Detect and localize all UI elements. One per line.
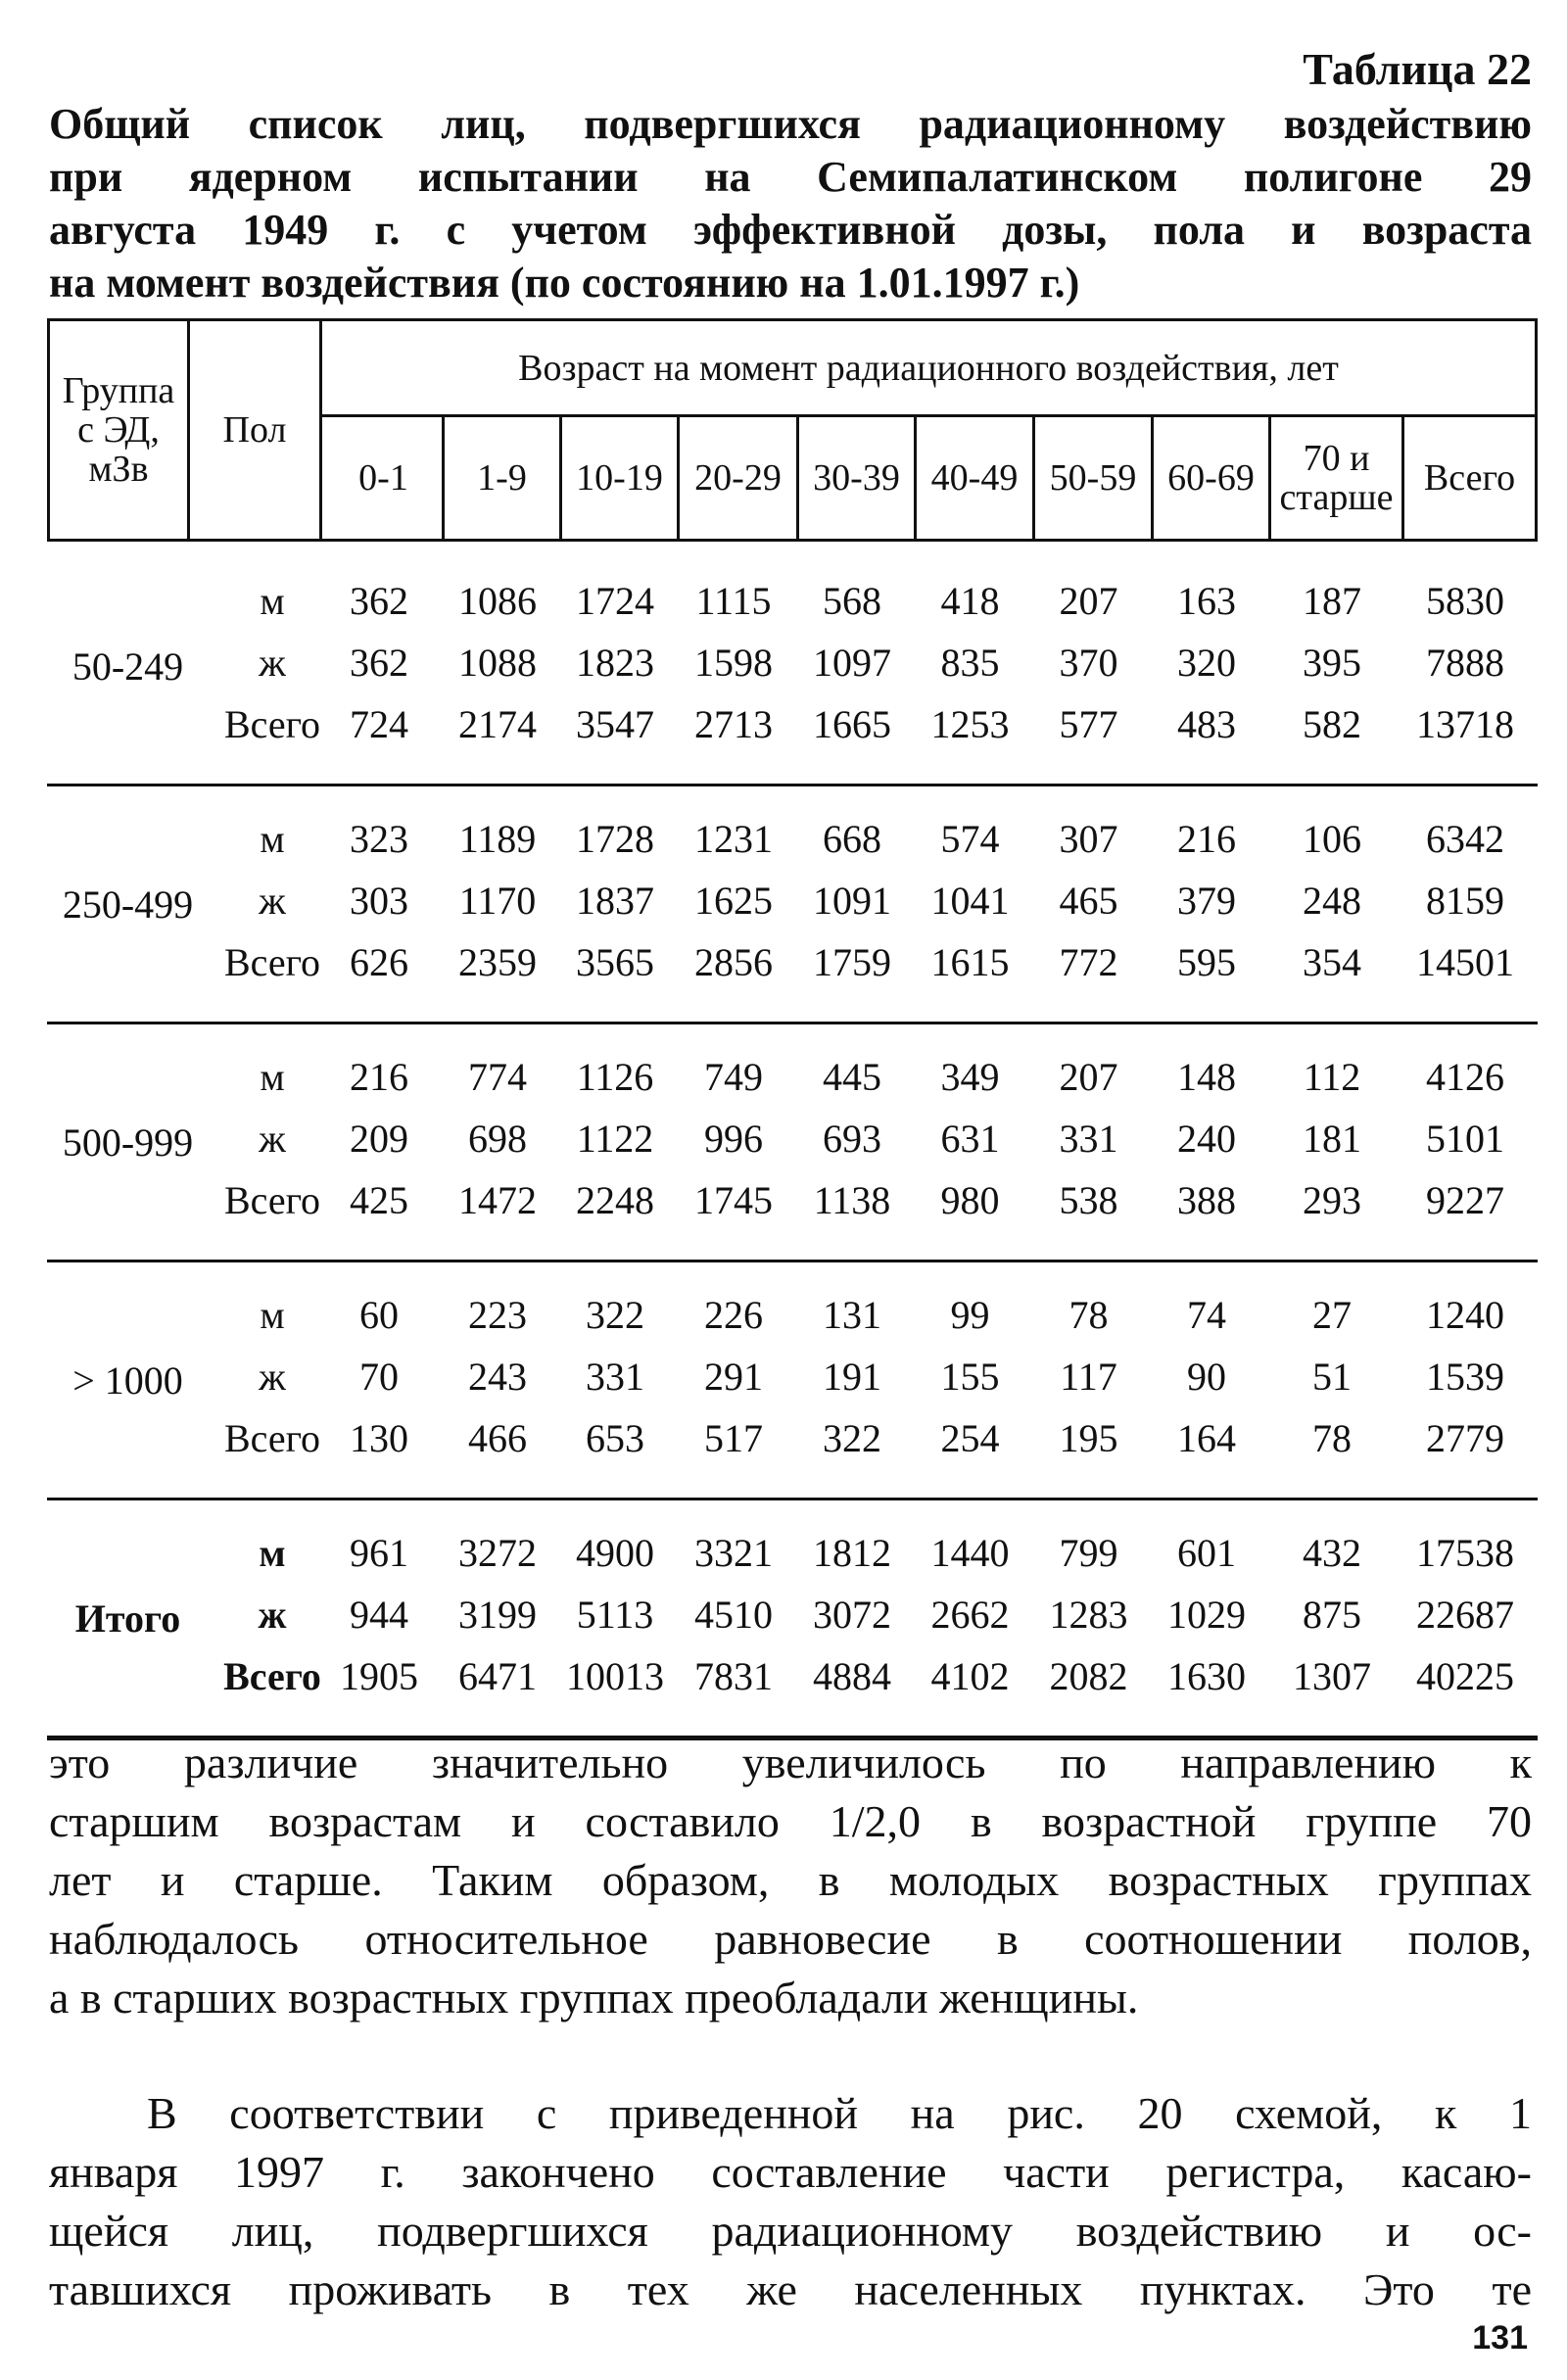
value-cell: 626 xyxy=(350,940,408,984)
paragraph-line: старшим возрастам и составило 1/2,0 в возрастной группе 70 xyxy=(49,1796,1532,1846)
value-cell: 577 xyxy=(1059,702,1118,746)
value-cell: 772 xyxy=(1059,940,1118,984)
age-column-header: 60-69 xyxy=(1167,457,1255,499)
table-group xyxy=(47,1500,1538,1740)
value-cell: 724 xyxy=(350,702,408,746)
value-cell: 112 xyxy=(1303,1055,1361,1099)
caption-line: августа 1949 г. с учетом эффективной дозы, пола и возраста xyxy=(49,206,1532,254)
value-cell: 1539 xyxy=(1426,1355,1504,1399)
value-cell: 5101 xyxy=(1426,1117,1504,1161)
value-cell: 207 xyxy=(1059,1055,1118,1099)
value-cell: 538 xyxy=(1059,1178,1118,1222)
table-caption xyxy=(49,98,1532,309)
value-cell: 216 xyxy=(350,1055,408,1099)
value-cell: 4102 xyxy=(930,1654,1010,1698)
value-cell: 164 xyxy=(1177,1416,1236,1460)
group-name: Итого xyxy=(74,1595,181,1641)
value-cell: 70 xyxy=(359,1355,399,1399)
age-header: Возраст на момент радиационного воздействия, лет xyxy=(518,347,1339,389)
value-cell: 17538 xyxy=(1416,1531,1514,1575)
value-cell: 187 xyxy=(1303,579,1361,623)
age-column-header: 10-19 xyxy=(576,457,663,499)
age-column-header: Всего xyxy=(1423,457,1516,499)
sex-cell: ж xyxy=(259,641,286,685)
value-cell: 944 xyxy=(350,1593,408,1637)
table-row xyxy=(47,1108,1538,1166)
value-cell: 2856 xyxy=(694,940,773,984)
value-cell: 362 xyxy=(350,641,408,685)
value-cell: 1630 xyxy=(1167,1654,1246,1698)
value-cell: 303 xyxy=(350,879,408,923)
value-cell: 51 xyxy=(1312,1355,1352,1399)
group-name: > 1000 xyxy=(72,1357,183,1403)
value-cell: 1041 xyxy=(930,879,1010,923)
value-cell: 226 xyxy=(704,1293,763,1337)
sex-cell: Всего xyxy=(223,1178,321,1222)
group-name: 50-249 xyxy=(71,643,184,689)
table-group xyxy=(47,1262,1538,1500)
value-cell: 216 xyxy=(1177,817,1236,861)
table-row xyxy=(47,693,1538,752)
value-cell: 574 xyxy=(940,817,1000,861)
value-cell: 1189 xyxy=(458,817,537,861)
value-cell: 1812 xyxy=(813,1531,891,1575)
value-cell: 961 xyxy=(350,1531,408,1575)
value-cell: 323 xyxy=(350,817,408,861)
table-row xyxy=(47,808,1538,867)
caption-line: Общий список лиц, подвергшихся радиационному воздействию xyxy=(49,100,1532,148)
value-cell: 3547 xyxy=(576,702,654,746)
table-group xyxy=(47,786,1538,1024)
value-cell: 4510 xyxy=(694,1593,773,1637)
sex-cell: ж xyxy=(259,1117,286,1161)
value-cell: 1598 xyxy=(694,641,773,685)
sex-cell: м xyxy=(260,1055,285,1099)
value-cell: 307 xyxy=(1059,817,1118,861)
value-cell: 1170 xyxy=(458,879,537,923)
value-cell: 1138 xyxy=(813,1178,891,1222)
table-row xyxy=(47,1284,1538,1343)
value-cell: 1307 xyxy=(1293,1654,1371,1698)
value-cell: 2713 xyxy=(694,702,773,746)
paragraph-line: это различие значительно увеличилось по направлению к xyxy=(49,1737,1532,1787)
value-cell: 1837 xyxy=(576,879,654,923)
value-cell: 7831 xyxy=(694,1654,773,1698)
value-cell: 1472 xyxy=(458,1178,537,1222)
value-cell: 2174 xyxy=(458,702,537,746)
sex-cell: ж xyxy=(259,879,286,923)
table-row xyxy=(47,870,1538,928)
value-cell: 1440 xyxy=(930,1531,1010,1575)
value-cell: 3072 xyxy=(813,1593,891,1637)
table-row xyxy=(47,1346,1538,1404)
value-cell: 1905 xyxy=(340,1654,418,1698)
value-cell: 10013 xyxy=(566,1654,664,1698)
table-row xyxy=(47,570,1538,629)
value-cell: 191 xyxy=(823,1355,881,1399)
value-cell: 78 xyxy=(1068,1293,1109,1337)
table-row xyxy=(47,632,1538,690)
value-cell: 980 xyxy=(940,1178,1000,1222)
group-name: 500-999 xyxy=(62,1119,194,1165)
value-cell: 209 xyxy=(350,1117,408,1161)
value-cell: 465 xyxy=(1059,879,1118,923)
value-cell: 1097 xyxy=(813,641,891,685)
value-cell: 22687 xyxy=(1416,1593,1514,1637)
value-cell: 248 xyxy=(1303,879,1361,923)
sex-cell: м xyxy=(260,579,285,623)
value-cell: 1126 xyxy=(576,1055,654,1099)
value-cell: 693 xyxy=(823,1117,881,1161)
value-cell: 1231 xyxy=(694,817,773,861)
value-cell: 7888 xyxy=(1426,641,1504,685)
sex-cell: м xyxy=(259,1531,286,1575)
age-column-header: 20-29 xyxy=(694,457,782,499)
value-cell: 60 xyxy=(359,1293,399,1337)
paragraph-line: В соответствии с приведенной на рис. 20 схемой, к 1 xyxy=(147,2088,1532,2138)
value-cell: 354 xyxy=(1303,940,1361,984)
value-cell: 240 xyxy=(1177,1117,1236,1161)
value-cell: 1122 xyxy=(576,1117,654,1161)
value-cell: 3199 xyxy=(458,1593,537,1637)
value-cell: 1086 xyxy=(458,579,537,623)
value-cell: 291 xyxy=(704,1355,763,1399)
value-cell: 388 xyxy=(1177,1178,1236,1222)
value-cell: 4884 xyxy=(813,1654,891,1698)
age-column-header: 40-49 xyxy=(930,457,1019,499)
value-cell: 148 xyxy=(1177,1055,1236,1099)
value-cell: 90 xyxy=(1187,1355,1226,1399)
table-row xyxy=(47,1407,1538,1466)
table-row xyxy=(47,1169,1538,1228)
paragraph-line: тавшихся проживать в тех же населенных пунктах. Это те xyxy=(49,2264,1532,2314)
value-cell: 322 xyxy=(823,1416,881,1460)
value-cell: 1625 xyxy=(694,879,773,923)
value-cell: 5830 xyxy=(1426,579,1504,623)
value-cell: 1091 xyxy=(813,879,891,923)
value-cell: 223 xyxy=(468,1293,527,1337)
value-cell: 595 xyxy=(1177,940,1236,984)
value-cell: 4900 xyxy=(576,1531,654,1575)
sex-cell: ж xyxy=(258,1593,287,1637)
value-cell: 320 xyxy=(1177,641,1236,685)
value-cell: 2359 xyxy=(458,940,537,984)
value-cell: 749 xyxy=(704,1055,763,1099)
value-cell: 99 xyxy=(950,1293,990,1337)
value-cell: 163 xyxy=(1177,579,1236,623)
value-cell: 370 xyxy=(1059,641,1118,685)
sex-cell: Всего xyxy=(223,1416,321,1460)
value-cell: 1728 xyxy=(576,817,654,861)
value-cell: 13718 xyxy=(1416,702,1514,746)
sex-header: Пол xyxy=(222,409,287,451)
value-cell: 1823 xyxy=(576,641,654,685)
value-cell: 9227 xyxy=(1426,1178,1504,1222)
table-group xyxy=(47,1024,1538,1262)
sex-cell: Всего xyxy=(223,940,321,984)
value-cell: 1615 xyxy=(930,940,1010,984)
value-cell: 5113 xyxy=(576,1593,654,1637)
value-cell: 3321 xyxy=(694,1531,773,1575)
value-cell: 835 xyxy=(940,641,1000,685)
value-cell: 331 xyxy=(1059,1117,1118,1161)
value-cell: 631 xyxy=(940,1117,1000,1161)
group-header: Группа с ЭД, мЗв xyxy=(62,370,175,490)
value-cell: 517 xyxy=(704,1416,763,1460)
value-cell: 155 xyxy=(940,1355,1000,1399)
sex-cell: м xyxy=(260,1293,285,1337)
value-cell: 1724 xyxy=(576,579,654,623)
value-cell: 2779 xyxy=(1426,1416,1504,1460)
value-cell: 2662 xyxy=(930,1593,1010,1637)
value-cell: 14501 xyxy=(1416,940,1514,984)
value-cell: 445 xyxy=(823,1055,881,1099)
value-cell: 293 xyxy=(1303,1178,1361,1222)
group-name: 250-499 xyxy=(62,881,194,927)
value-cell: 117 xyxy=(1060,1355,1117,1399)
sex-cell: Всего xyxy=(223,702,321,746)
age-column-header: 70 и старше xyxy=(1279,438,1394,518)
value-cell: 379 xyxy=(1177,879,1236,923)
table-header xyxy=(47,318,1538,542)
age-column-header: 50-59 xyxy=(1049,457,1137,499)
value-cell: 1088 xyxy=(458,641,537,685)
value-cell: 195 xyxy=(1059,1416,1118,1460)
value-cell: 1115 xyxy=(695,579,772,623)
paragraph-line: щейся лиц, подвергшихся радиационному воздействию и ос- xyxy=(49,2206,1532,2256)
value-cell: 254 xyxy=(940,1416,1000,1460)
value-cell: 668 xyxy=(823,817,881,861)
caption-line: на момент воздействия (по состоянию на 1.01.1997 г.) xyxy=(49,259,1080,307)
value-cell: 466 xyxy=(468,1416,527,1460)
value-cell: 799 xyxy=(1059,1531,1118,1575)
value-cell: 418 xyxy=(940,579,1000,623)
value-cell: 6342 xyxy=(1426,817,1504,861)
value-cell: 1253 xyxy=(930,702,1010,746)
age-column-header: 0-1 xyxy=(358,457,408,499)
table-row xyxy=(47,1046,1538,1105)
value-cell: 1665 xyxy=(813,702,891,746)
value-cell: 243 xyxy=(468,1355,527,1399)
value-cell: 3272 xyxy=(458,1531,537,1575)
sex-cell: м xyxy=(260,817,285,861)
value-cell: 1759 xyxy=(813,940,891,984)
table-group xyxy=(47,548,1538,786)
value-cell: 130 xyxy=(350,1416,408,1460)
value-cell: 582 xyxy=(1303,702,1361,746)
value-cell: 131 xyxy=(823,1293,881,1337)
paragraph-1 xyxy=(49,1734,1532,2027)
value-cell: 74 xyxy=(1187,1293,1226,1337)
sex-cell: Всего xyxy=(223,1654,321,1698)
value-cell: 106 xyxy=(1303,817,1361,861)
age-column-header: 1-9 xyxy=(477,457,527,499)
value-cell: 3565 xyxy=(576,940,654,984)
value-cell: 2248 xyxy=(576,1178,654,1222)
value-cell: 653 xyxy=(586,1416,644,1460)
value-cell: 601 xyxy=(1177,1531,1236,1575)
value-cell: 2082 xyxy=(1049,1654,1128,1698)
paragraph-line: лет и старше. Таким образом, в молодых возрастных группах xyxy=(49,1855,1532,1905)
value-cell: 774 xyxy=(468,1055,527,1099)
caption-line: при ядерном испытании на Семипалатинском полигоне 29 xyxy=(49,153,1532,201)
table-body xyxy=(47,548,1538,1740)
value-cell: 1745 xyxy=(694,1178,773,1222)
value-cell: 331 xyxy=(586,1355,644,1399)
value-cell: 78 xyxy=(1312,1416,1352,1460)
value-cell: 322 xyxy=(586,1293,644,1337)
value-cell: 1240 xyxy=(1426,1293,1504,1337)
table-row xyxy=(47,1645,1538,1704)
sex-cell: ж xyxy=(259,1355,286,1399)
table-row xyxy=(47,1522,1538,1581)
value-cell: 40225 xyxy=(1416,1654,1514,1698)
value-cell: 875 xyxy=(1303,1593,1361,1637)
table-row xyxy=(47,1584,1538,1642)
value-cell: 432 xyxy=(1303,1531,1361,1575)
paragraph-2 xyxy=(49,2084,1532,2319)
value-cell: 349 xyxy=(940,1055,1000,1099)
value-cell: 996 xyxy=(704,1117,763,1161)
value-cell: 27 xyxy=(1312,1293,1352,1337)
value-cell: 8159 xyxy=(1426,879,1504,923)
table-row xyxy=(47,931,1538,990)
paragraph-line: наблюдалось относительное равновесие в соотношении полов, xyxy=(49,1914,1532,1964)
value-cell: 1283 xyxy=(1049,1593,1128,1637)
value-cell: 181 xyxy=(1303,1117,1361,1161)
value-cell: 4126 xyxy=(1426,1055,1504,1099)
value-cell: 207 xyxy=(1059,579,1118,623)
value-cell: 362 xyxy=(350,579,408,623)
value-cell: 425 xyxy=(350,1178,408,1222)
page-number: 131 xyxy=(1472,2319,1528,2356)
value-cell: 1029 xyxy=(1167,1593,1246,1637)
value-cell: 568 xyxy=(823,579,881,623)
paragraph-line: а в старших возрастных группах преобладали женщины. xyxy=(49,1973,1139,2023)
paragraph-line: января 1997 г. закончено составление части регистра, касаю- xyxy=(49,2147,1532,2197)
value-cell: 698 xyxy=(468,1117,527,1161)
value-cell: 395 xyxy=(1303,641,1361,685)
value-cell: 6471 xyxy=(458,1654,537,1698)
value-cell: 483 xyxy=(1177,702,1236,746)
table-label: Таблица 22 xyxy=(1303,44,1532,94)
age-column-header: 30-39 xyxy=(813,457,900,499)
